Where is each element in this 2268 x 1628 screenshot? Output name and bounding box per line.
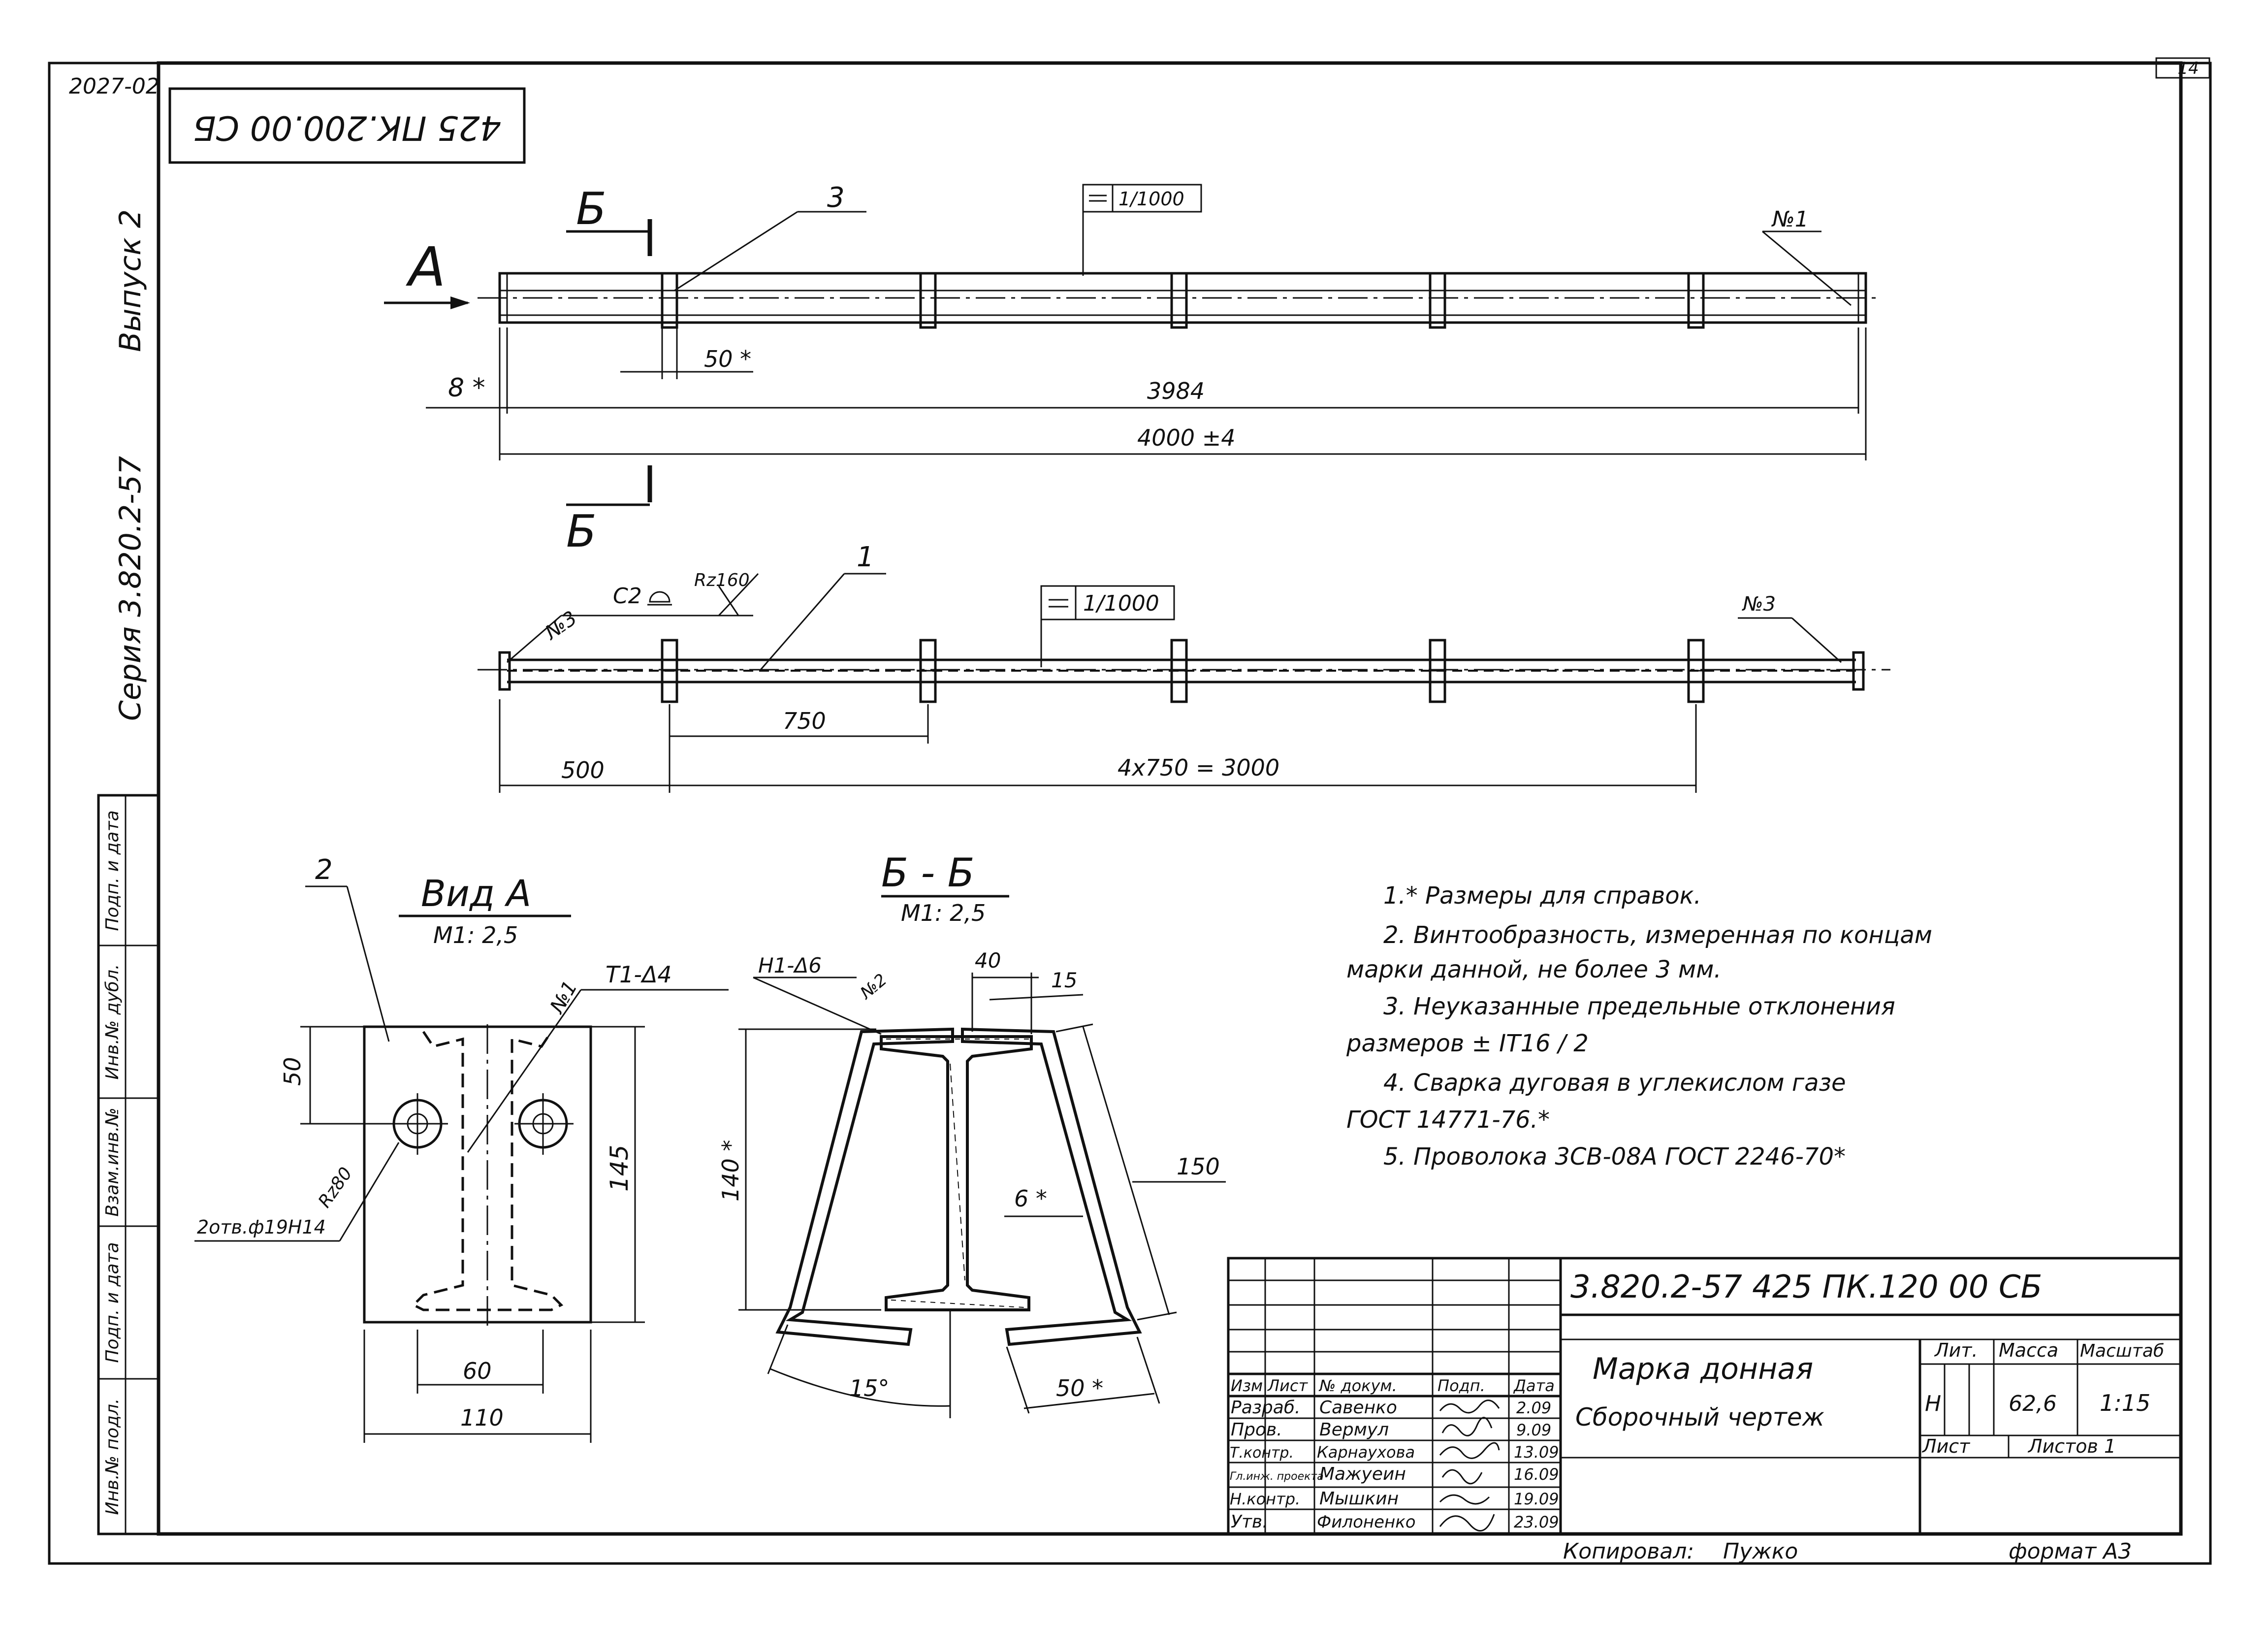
weld-number: №2 bbox=[857, 970, 891, 1003]
tb-name-3: Карнаухова bbox=[1317, 1443, 1415, 1462]
tb-sheet-label: Лист bbox=[1922, 1435, 1970, 1457]
section-bb-title: Б - Б bbox=[881, 850, 975, 896]
tb-col-sign: Подп. bbox=[1437, 1376, 1485, 1395]
section-mark-top: Б bbox=[576, 183, 607, 235]
note-3-cont: размеров ± IT16 / 2 bbox=[1346, 1030, 1589, 1057]
tb-mass-value: 62,6 bbox=[2009, 1391, 2057, 1416]
tb-name-6: Филоненко bbox=[1317, 1512, 1416, 1532]
tb-role-3: Т.контр. bbox=[1230, 1444, 1294, 1462]
dim-top-8: 8 * bbox=[448, 373, 485, 403]
tb-name-2: Вермул bbox=[1319, 1420, 1389, 1440]
dim-view-a-60: 60 bbox=[463, 1358, 492, 1384]
section-mark-bottom: Б bbox=[566, 506, 597, 557]
note-3: 3. Неуказанные предельные отклонения bbox=[1383, 993, 1895, 1020]
tb-date-6: 23.09 bbox=[1514, 1513, 1559, 1531]
dim-view-a-50: 50 bbox=[279, 1057, 306, 1086]
dim-bottom-3000: 4х750 = 3000 bbox=[1118, 754, 1280, 781]
footer-copied-by: Пужко bbox=[1723, 1539, 1798, 1564]
bottom-view bbox=[478, 541, 1890, 793]
view-a-scale: М1: 2,5 bbox=[433, 922, 518, 948]
tb-date-2: 9.09 bbox=[1516, 1421, 1552, 1439]
view-a bbox=[194, 854, 729, 1443]
tb-col-list: Лист bbox=[1268, 1376, 1308, 1395]
tb-col-date: Дата bbox=[1514, 1376, 1555, 1395]
side-issue-label: Выпуск 2 bbox=[113, 209, 148, 352]
callout-3: 3 bbox=[827, 182, 845, 214]
note-5: 5. Проволока 3СВ-08А ГОСТ 2246-70* bbox=[1383, 1143, 1846, 1171]
side-table-cell-1: Подп. и дата bbox=[102, 810, 123, 931]
signatures bbox=[1440, 1400, 1499, 1531]
callout-n3-left: №3 bbox=[541, 607, 581, 645]
dim-view-a-145: 145 bbox=[605, 1144, 634, 1192]
dim-bb-15deg: 15° bbox=[849, 1375, 890, 1401]
roughness-rz160: Rz160 bbox=[694, 570, 750, 590]
weld-c2: С2 bbox=[613, 584, 642, 609]
tb-name-1: Савенко bbox=[1319, 1398, 1397, 1418]
dim-view-a-110: 110 bbox=[460, 1404, 504, 1431]
view-a-title: Вид А bbox=[421, 873, 532, 915]
tb-lit-header: Лит. bbox=[1935, 1339, 1978, 1361]
callout-n1-view-a: №1 bbox=[545, 977, 582, 1017]
dim-top-3984: 3984 bbox=[1147, 378, 1205, 404]
top-view bbox=[384, 182, 1881, 557]
tb-name-line2: Сборочный чертеж bbox=[1575, 1403, 1824, 1432]
tb-mass-header: Масса bbox=[1999, 1339, 2059, 1361]
tb-date-1: 2.09 bbox=[1516, 1399, 1552, 1417]
footer-copied: Копировал: bbox=[1563, 1539, 1694, 1564]
callout-2: 2 bbox=[315, 854, 333, 886]
note-4: 4. Сварка дуговая в углекислом газе bbox=[1383, 1069, 1846, 1097]
side-table-cell-5: Инв.№ подл. bbox=[102, 1398, 123, 1515]
note-4-cont: ГОСТ 14771-76.* bbox=[1346, 1106, 1550, 1134]
side-stamp-table bbox=[98, 795, 159, 1534]
section-bb bbox=[717, 850, 1226, 1418]
notes bbox=[1346, 882, 1932, 1171]
corner-code: 2027-02 bbox=[69, 74, 160, 99]
dim-bottom-750: 750 bbox=[783, 708, 826, 734]
tolerance-bottom: 1/1000 bbox=[1083, 591, 1159, 616]
hole-callout: 2отв.ф19Н14 bbox=[197, 1216, 326, 1238]
footer-format: формат А3 bbox=[2009, 1539, 2132, 1564]
weld-h1: Н1-Δ6 bbox=[758, 953, 822, 977]
tb-name-4: Мажуеин bbox=[1319, 1464, 1406, 1484]
tb-scale-value: 1:15 bbox=[2100, 1390, 2151, 1416]
side-table-cell-2: Инв.№ дубл. bbox=[102, 964, 123, 1080]
tb-col-izm: Изм bbox=[1231, 1376, 1263, 1395]
callout-n1-top: №1 bbox=[1772, 207, 1809, 232]
tb-name-line1: Марка донная bbox=[1593, 1352, 1814, 1386]
side-table-cell-3: Взам.инв.№ bbox=[102, 1107, 123, 1217]
callout-1: 1 bbox=[857, 541, 874, 573]
tb-scale-header: Масштаб bbox=[2080, 1341, 2165, 1361]
tb-date-3: 13.09 bbox=[1514, 1443, 1559, 1462]
tolerance-top: 1/1000 bbox=[1118, 188, 1184, 210]
title-block bbox=[1228, 1258, 2181, 1534]
dim-bb-150: 150 bbox=[1177, 1153, 1220, 1180]
roughness-rz80: Rz80 bbox=[314, 1164, 356, 1212]
tb-date-4: 16.09 bbox=[1514, 1465, 1559, 1484]
note-2: 2. Винтообразность, измеренная по концам bbox=[1383, 921, 1932, 949]
callout-n3-right: №3 bbox=[1743, 593, 1776, 616]
tb-lit-value: Н bbox=[1925, 1391, 1942, 1416]
tb-role-1: Разраб. bbox=[1231, 1398, 1301, 1418]
tb-role-2: Пров. bbox=[1231, 1420, 1282, 1440]
dim-bb-15: 15 bbox=[1051, 968, 1078, 992]
note-1: 1.* Размеры для справок. bbox=[1383, 882, 1701, 910]
dim-bb-50: 50 * bbox=[1056, 1375, 1104, 1401]
tb-sheets-label: Листов 1 bbox=[2028, 1435, 2116, 1457]
sheet-frame bbox=[49, 58, 2210, 1563]
weld-t1: Т1-Δ4 bbox=[606, 961, 672, 988]
tb-date-5: 19.09 bbox=[1514, 1490, 1559, 1508]
dim-bb-140: 140 * bbox=[717, 1140, 744, 1202]
dim-bottom-500: 500 bbox=[561, 757, 605, 783]
note-2-cont: марки данной, не более 3 мм. bbox=[1346, 956, 1722, 983]
rotated-stamp bbox=[170, 89, 524, 163]
dim-top-50: 50 * bbox=[704, 346, 752, 372]
rotated-stamp-text: 425 ПК.200.00 СБ bbox=[192, 108, 502, 147]
tb-role-6: Утв. bbox=[1231, 1512, 1268, 1532]
tb-col-doc: № докум. bbox=[1319, 1376, 1397, 1395]
dim-top-4000: 4000 ±4 bbox=[1137, 424, 1236, 451]
tb-designation: 3.820.2-57 425 ПК.120 00 СБ bbox=[1570, 1269, 2043, 1305]
page-number: 14 bbox=[2177, 59, 2199, 78]
dim-bb-6: 6 * bbox=[1014, 1185, 1047, 1212]
side-series-label: Серия 3.820.2-57 bbox=[113, 456, 148, 721]
section-bb-scale: М1: 2,5 bbox=[901, 900, 986, 926]
side-table-cell-4: Подп. и дата bbox=[102, 1242, 123, 1363]
tb-role-5: Н.контр. bbox=[1230, 1490, 1301, 1508]
tb-name-5: Мышкин bbox=[1319, 1489, 1399, 1509]
dim-bb-40: 40 bbox=[975, 948, 1001, 973]
view-arrow-label: А bbox=[409, 235, 446, 298]
tb-role-4: Гл.инж. проекта bbox=[1230, 1470, 1324, 1483]
